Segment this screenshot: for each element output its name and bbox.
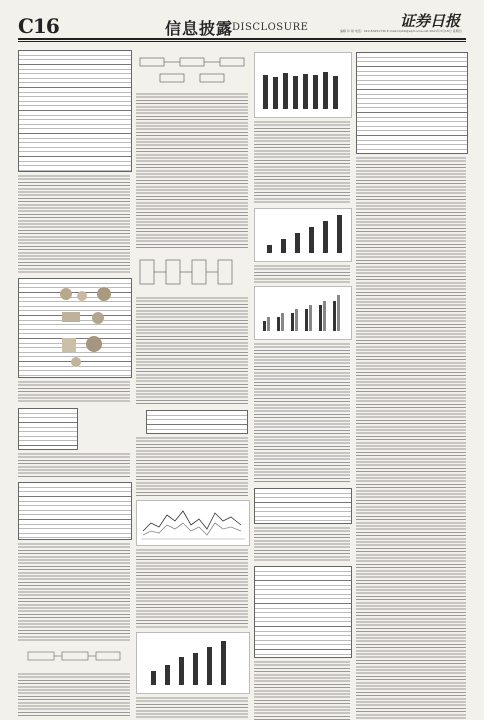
structure-diagram bbox=[136, 52, 248, 88]
chart-bar bbox=[221, 641, 226, 685]
header-rule-thin bbox=[18, 41, 466, 42]
data-table bbox=[18, 482, 132, 540]
chart-bar bbox=[291, 313, 294, 331]
text-block bbox=[136, 436, 248, 496]
chart-bar bbox=[193, 653, 198, 685]
text-block bbox=[18, 542, 130, 642]
chart-bar bbox=[207, 647, 212, 685]
section-title-en: DISCLOSURE bbox=[232, 22, 309, 33]
text-block bbox=[136, 296, 248, 406]
line-chart bbox=[136, 500, 250, 546]
chart-bar bbox=[267, 245, 272, 253]
chart-bar bbox=[273, 77, 278, 109]
small-table bbox=[254, 488, 352, 524]
chart-bar bbox=[165, 665, 170, 685]
grouped-bar-chart bbox=[254, 286, 352, 340]
chart-bar bbox=[305, 309, 308, 331]
process-diagram bbox=[136, 252, 248, 292]
chart-bar bbox=[319, 305, 322, 331]
chart-bar bbox=[263, 321, 266, 331]
text-block bbox=[18, 672, 130, 718]
chart-bar bbox=[323, 72, 328, 109]
chart-bar bbox=[333, 76, 338, 109]
chart-bar bbox=[313, 75, 318, 109]
text-block bbox=[18, 380, 130, 404]
text-block bbox=[356, 156, 466, 720]
chart-bar bbox=[323, 301, 326, 331]
text-block bbox=[254, 660, 350, 720]
chart-bar bbox=[309, 227, 314, 253]
masthead-logo: 证券日报 bbox=[400, 12, 461, 30]
text-block bbox=[254, 120, 350, 204]
chart-bar bbox=[337, 295, 340, 331]
chart-bar bbox=[263, 75, 268, 109]
flow-diagram bbox=[24, 646, 124, 668]
chart-bar bbox=[283, 73, 288, 109]
page-number: C16 bbox=[18, 14, 59, 38]
bar-chart bbox=[136, 632, 250, 694]
text-block bbox=[254, 264, 350, 284]
chart-bar bbox=[295, 309, 298, 331]
chart-bar bbox=[267, 317, 270, 331]
text-block bbox=[136, 548, 248, 628]
section-title: 信息披露 bbox=[165, 19, 234, 38]
product-images bbox=[54, 282, 126, 372]
text-block bbox=[254, 526, 350, 562]
chart-bar bbox=[323, 221, 328, 253]
text-block bbox=[18, 174, 130, 274]
header-rule bbox=[18, 38, 466, 40]
page-header bbox=[0, 0, 484, 40]
chart-bar bbox=[337, 215, 342, 253]
text-block bbox=[136, 92, 248, 248]
text-block bbox=[18, 452, 130, 478]
data-table bbox=[356, 52, 468, 154]
bar-chart bbox=[254, 208, 352, 262]
chart-bar bbox=[151, 671, 156, 685]
chart-bar bbox=[281, 313, 284, 331]
data-table bbox=[18, 50, 132, 172]
small-table bbox=[18, 408, 78, 450]
line-chart-plot bbox=[137, 501, 249, 545]
chart-bar bbox=[293, 76, 298, 109]
bar-chart bbox=[254, 52, 352, 118]
data-table bbox=[254, 566, 352, 658]
header-meta: 编辑 许 闻 电话：010-83251730 E-mail:zqrb9@zqrb.sina.net 2021年3月18日 星期四 bbox=[340, 29, 462, 33]
small-table bbox=[146, 410, 248, 434]
chart-bar bbox=[303, 74, 308, 109]
text-block bbox=[254, 342, 350, 484]
chart-bar bbox=[295, 233, 300, 253]
chart-bar bbox=[179, 657, 184, 685]
chart-bar bbox=[277, 317, 280, 331]
chart-bar bbox=[333, 301, 336, 331]
chart-bar bbox=[281, 239, 286, 253]
chart-bar bbox=[309, 305, 312, 331]
